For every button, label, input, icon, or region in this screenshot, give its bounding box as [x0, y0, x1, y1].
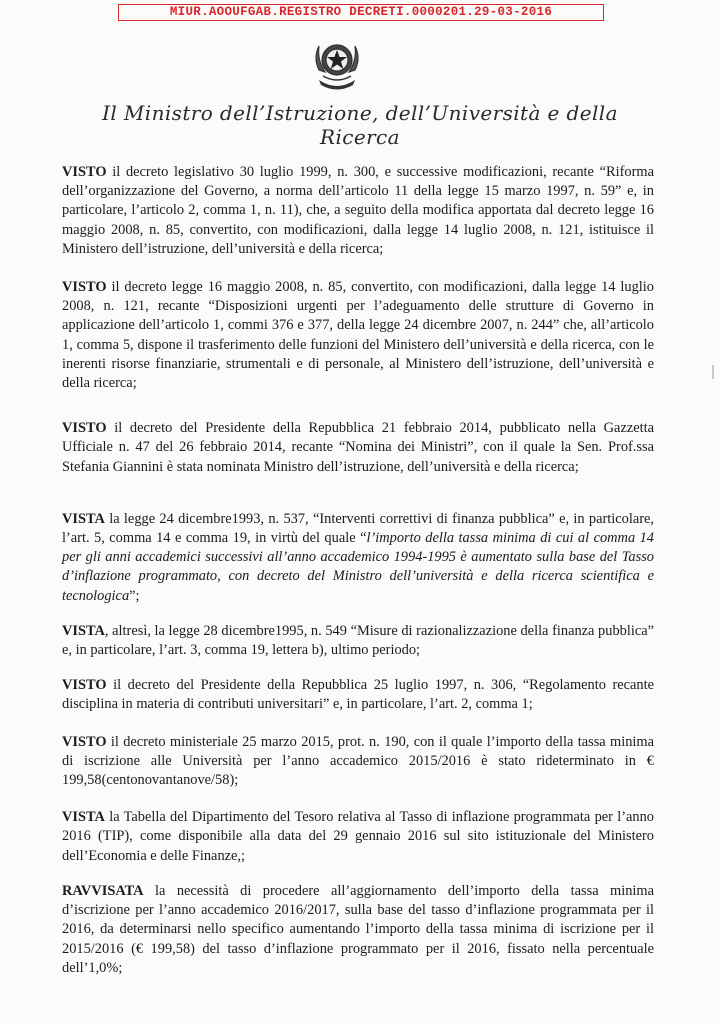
- paragraph-4: [62, 510, 654, 606]
- paragraph-keyword: RAVVISATA: [62, 882, 144, 899]
- scan-mark: [712, 365, 714, 379]
- paragraph-text: , altresì, la legge 28 dicembre1995, n. 549 “Misure di razionalizzazione della finanza pubblica” e, in particolare, l’art. 3, comma 19, lettera b), ultimo periodo;: [62, 622, 654, 659]
- paragraph-1: [62, 163, 654, 259]
- paragraph-keyword: VISTO: [62, 420, 107, 437]
- paragraph-9: [62, 882, 654, 978]
- paragraph-keyword: VISTA: [62, 510, 105, 527]
- paragraph-keyword: VISTO: [62, 279, 107, 296]
- paragraph-6: [62, 676, 654, 714]
- quoted-text: l’importo della tassa minima di cui al comma 14 per gli anni accademici successivi all’anno accademico 1994-1995 è aumentato sulla base del Tasso d’inflazione programmato, con decreto del Ministro dell’università e della ricerca scientifica e tecnologica: [62, 530, 654, 604]
- paragraph-keyword: VISTO: [62, 164, 107, 180]
- paragraph-text: la Tabella del Dipartimento del Tesoro relativa al Tasso di inflazione programmata per l’anno 2016 (TIP), come disponibile alla data del 29 gennaio 2016 sul sito istituzionale del Ministero dell’Economia e delle Finanze,;: [62, 809, 654, 864]
- ministry-title: Il Ministro dell’Istruzione, dell’Università e della Ricerca: [102, 101, 618, 149]
- paragraph-text: la necessità di procedere all’aggiornamento dell’importo della tassa minima d’iscrizione per l’anno accademico 2016/2017, sulla base del tasso d’inflazione programmata per il 2016, da determinarsi nello specifico aumentando l’importo della tassa minima di iscrizione per il 2015/2016 (€ 199,58) del tasso d’inflazione programmato per il 2016, fissato nella percentuale dell’1,0%;: [62, 882, 654, 976]
- paragraph-text: il decreto del Presidente della Repubblica 25 luglio 1997, n. 306, “Regolamento recante disciplina in materia di contributi universitari” e, in particolare, l’art. 2, comma 1;: [62, 677, 654, 713]
- paragraph-keyword: VISTA: [62, 622, 105, 639]
- paragraph-text: il decreto legge 16 maggio 2008, n. 85, convertito, con modificazioni, dalla legge 14 luglio 2008, n. 121, recante “Disposizioni urgenti per l’adeguamento delle strutture di Governo in applicazione dell’articolo 1, commi 376 e 377, della legge 24 dicembre 2007, n. 244” che, all’articolo 1, comma 5, dispone il trasferimento delle funzioni del Ministero dell’università e della ricerca, con le inerenti risorse finanziarie, strumentali e di personale, al Ministero dell’istruzione, dell’università e della ricerca;: [62, 279, 654, 392]
- paragraph-text: il decreto del Presidente della Repubblica 21 febbraio 2014, pubblicato nella Gazzetta Ufficiale n. 47 del 26 febbraio 2014, recante “Nomina dei Ministri”, con il quale la Sen. Prof.ssa Stefania Giannini è stata nominata Ministro dell’istruzione, dell’università e della ricerca;: [62, 420, 654, 475]
- paragraph-text-end: ”;: [129, 587, 140, 604]
- paragraph-keyword: VISTA: [62, 809, 105, 826]
- paragraph-keyword: VISTO: [62, 677, 107, 694]
- paragraph-3: [62, 419, 654, 477]
- paragraph-text: il decreto legislativo 30 luglio 1999, n. 300, e successive modificazioni, recante “Riforma dell’organizzazione del Governo, a norma dell’articolo 11 della legge 15 marzo 1997, n. 59” e, in particolare, l’articolo 2, comma 1, n. 11), che, a seguito della modifica apportata dal decreto legge 16 maggio 2008, n. 85, convertito, con modificazioni, dalla legge 14 luglio 2008, n. 121, istituisce il Ministero dell’istruzione, dell’università e della ricerca;: [62, 164, 654, 257]
- paragraph-text: la legge 24 dicembre1993, n. 537, “Interventi correttivi di finanza pubblica” e, in particolare, l’art. 5, comma 14 e comma 19, in virtù del quale “: [62, 510, 654, 547]
- paragraph-8: [62, 808, 654, 866]
- italian-republic-emblem-icon: [309, 32, 365, 96]
- paragraph-text: il decreto ministeriale 25 marzo 2015, prot. n. 190, con il quale l’importo della tassa minima di iscrizione alle Università per l’anno accademico 2015/2016 è stato rideterminato in € 199,58(centonovantanove/58);: [62, 733, 654, 789]
- decree-body: [62, 163, 654, 978]
- paragraph-2: [62, 278, 654, 393]
- paragraph-5: [62, 622, 654, 660]
- paragraph-7: [62, 733, 654, 791]
- paragraph-keyword: VISTO: [62, 733, 107, 750]
- protocol-stamp: MIUR.AOOUFGAB.REGISTRO DECRETI.0000201.29-03-2016: [118, 4, 604, 21]
